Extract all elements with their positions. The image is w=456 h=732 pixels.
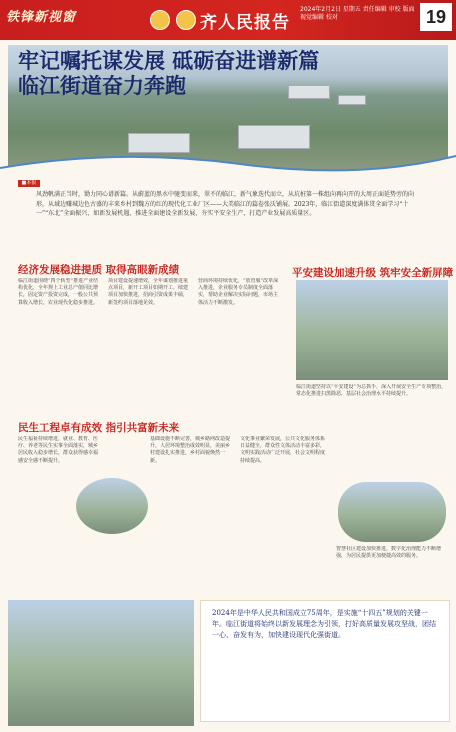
column-text-5: 基础设施不断完善，城乡路网改造提升，人居环境整治成效明显，美丽乡村建设扎实推进，乡村面貌焕然一新。: [150, 436, 231, 464]
issue-info: 2024年2月2日 星期五 责任编辑 审校 版面 视觉编辑 校对: [300, 6, 415, 21]
page-number: 19: [420, 3, 452, 31]
column-text-4: 民生福祉持续增进，就业、教育、医疗、养老等民生实事全面落实，城乡居民收入稳步增长，群众获得感幸福感安全感不断提升。: [18, 436, 99, 464]
masthead-brand: 铁锋新视窗: [6, 10, 77, 25]
emblem-icon: [150, 10, 170, 30]
column-text-2: 项目建设提速增效，全年谋划推进重点项目，新开工项目如期开工，续建项目加快推进，招商引资成果丰硕，新签约项目落地见效。: [108, 278, 189, 306]
section-title-safety: 平安建设加速升级 筑牢安全新屏障: [292, 267, 454, 279]
paper-name: 齐人民报告: [200, 13, 290, 33]
village-aerial-photo: [8, 600, 194, 726]
headline-line-2: 临江街道奋力奔跑: [18, 73, 186, 98]
livelihood-photo-round: [76, 478, 148, 534]
column-text-7: 智慧社区建设加快推进，数字化治理能力不断增强，为居民提供更加便捷高效的服务。: [336, 546, 442, 560]
emblem-icon-2: [176, 10, 196, 30]
livelihood-photo-oval: [338, 482, 446, 542]
headline: [18, 48, 358, 98]
section-title-economy: 经济发展稳进提质 取得高眼新成绩: [18, 264, 180, 276]
headline-line-1: 牢记嘱托谋发展 砥砺奋进谱新篇: [18, 48, 320, 73]
stamp-label: ■本报: [18, 180, 40, 187]
intro-paragraph: 风劲帆满正当时，勠力同心谱新篇。从蔚蓝的黑水中驰变而来，翠不的临江，新气象迭代而立，从坑桩第一株组向再向开的大周正面延势旁的向形，从域边赚城边色古盛的丰来乡村到魏方的红的现代化工业厂区——大美临江的篇卷张沃铺展。2023年，临江街道深度满体贯全面学习“十一”“东北”全面振兴，如新发展机遇，推进全面建设全新发展，夯实平安全生产，打造产业发展高质量区。: [36, 191, 415, 217]
column-text-6: 文化事业繁荣发展，公共文化服务体系日益健全，群众性文体活动丰富多彩，文明实践活动广泛开展，社会文明程度持续提高。: [240, 436, 326, 464]
column-text-3: 营商环境持续优化，“放管服”改革深入推进，企业服务专员制度全面落实，帮助企业解决实际问题，市场主体活力不断激发。: [198, 278, 279, 306]
column-text-safety: 临江街道坚持以“平安建设”为总抓手，深入开展安全生产专项整治，常态化推进扫黑除恶，基层社会治理水平持续提升。: [296, 384, 447, 398]
column-text-1: 临江街道围绕“四个转型”推进产业结构优化，全年规上工业总产值同比增长，固定资产投资完成，一般公共预算收入增长，农业现代化稳步推进。: [18, 278, 99, 306]
quote-text: 2024年是中华人民共和国成立75周年，是实施“十四五”规划的关键一年。临江街道将始终以新发展理念为引领，打好高质量发展攻坚战，团结一心、奋发有为，加快建设现代化强街道。: [212, 609, 436, 639]
safety-photo: [296, 280, 448, 380]
wave-divider: [0, 150, 456, 180]
section-title-livelihood: 民生工程卓有成效 指引共富新未来: [18, 422, 180, 434]
